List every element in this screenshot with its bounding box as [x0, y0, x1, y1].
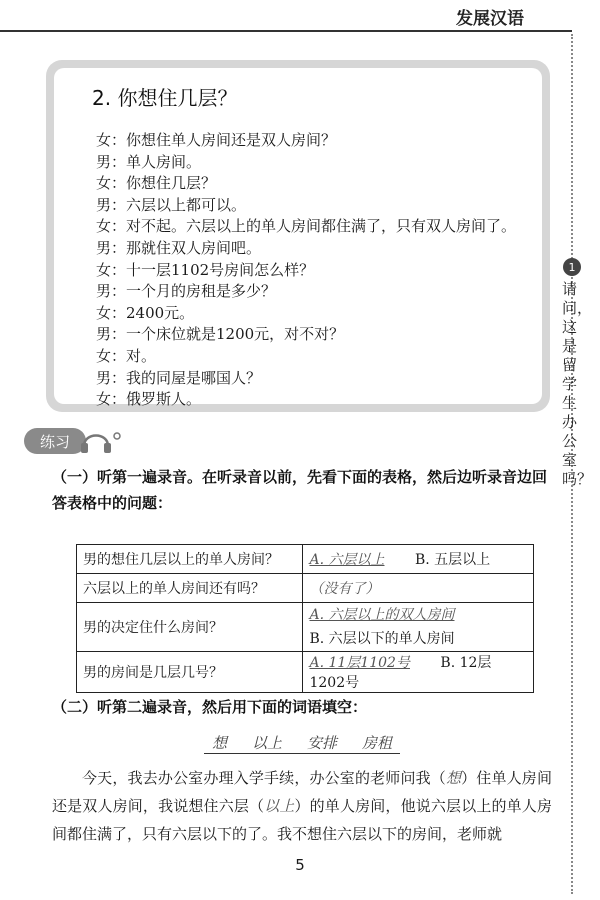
- word-bank: [204, 732, 400, 754]
- answer-option: B. 六层以下的单人房间: [309, 631, 455, 647]
- dialogue-line: 男：六层以上都可以。: [96, 195, 247, 214]
- dialogue-line: 女：2400元。: [96, 303, 195, 322]
- dialogue-line: 女：十一层1102号房间怎么样？: [96, 260, 315, 279]
- answer-option: A. 六层以上的双人房间: [309, 607, 455, 623]
- task-two-instruction: （二）听第二遍录音，然后用下面的词语填空：: [52, 698, 368, 716]
- passage-blank: 以上: [264, 797, 295, 815]
- answer-filled: （没有了）: [309, 581, 380, 597]
- dialogue-line: 女：你想住几层？: [96, 174, 217, 193]
- table-question: 男的决定住什么房间？: [77, 603, 303, 652]
- header-rule: [0, 30, 572, 32]
- word-bank-item: 房租: [361, 734, 392, 752]
- dialogue-panel: [46, 60, 550, 412]
- dialogue-line: 女：对不起。六层以上的单人房间都住满了，只有双人房间了。: [96, 217, 517, 236]
- chapter-number-badge: 1: [563, 258, 581, 276]
- answer-option: A. 11层1102号: [309, 655, 410, 671]
- dialogue-line: 男：我的同屋是哪国人？: [96, 368, 262, 387]
- dialogue-heading: 2. 你想住几层？: [92, 86, 238, 110]
- question-table: [76, 544, 534, 693]
- exercise-tag: [24, 424, 122, 458]
- table-answer: [303, 652, 534, 693]
- answer-option: B. 五层以上: [414, 552, 491, 568]
- passage-blank: 想: [445, 769, 462, 787]
- headphone-icon: [78, 424, 122, 458]
- dialogue-line: 男：一个床位就是1200元，对不对？: [96, 325, 345, 344]
- passage-text: 今天，我去办公室办理入学手续，办公室的老师问我（: [82, 769, 446, 787]
- table-question: 六层以上的单人房间还有吗？: [77, 574, 303, 603]
- dialogue-line: 男：那就住双人房间吧。: [96, 238, 262, 257]
- table-answer: [303, 574, 534, 603]
- table-answer: [303, 545, 534, 574]
- dialogue-line: 女：对。: [96, 346, 157, 365]
- dialogue-line: 女：你想住单人房间还是双人房间？: [96, 131, 337, 149]
- table-row: [77, 652, 534, 693]
- table-answer: [303, 603, 534, 652]
- fill-in-passage: [52, 764, 552, 848]
- dialogue-line: 男：一个月的房租是多少？: [96, 282, 277, 301]
- answer-option: B. 12层1202号: [309, 655, 492, 691]
- dialogue-line: 男：单人房间。: [96, 152, 202, 171]
- passage-text: ）的单人房间，他说六层以上的单人房间都住满了，只有六层以下的了。我不想住六层以下的房间，老师就: [52, 797, 552, 843]
- answer-option: A. 六层以上: [309, 552, 385, 568]
- word-bank-item: 以上: [251, 734, 282, 752]
- chapter-title: 请问，这是留学生办公室吗？: [562, 280, 593, 488]
- word-bank-item: 想: [212, 734, 228, 752]
- dialogue-line: 女：俄罗斯人。: [96, 390, 202, 409]
- table-question: 男的想住几层以上的单人房间？: [77, 545, 303, 574]
- exercise-label: 练习: [24, 428, 86, 454]
- table-row: [77, 574, 534, 603]
- dialogue-lines: [96, 130, 516, 411]
- page-number: 5: [295, 856, 305, 874]
- table-row: [77, 603, 534, 652]
- series-title: 发展汉语: [456, 9, 524, 29]
- word-bank-item: 安排: [306, 734, 337, 752]
- task-one-instruction: （一）听第一遍录音。在听录音以前，先看下面的表格，然后边听录音边回答表格中的问题：: [52, 468, 548, 512]
- table-row: [77, 545, 534, 574]
- table-question: 男的房间是几层几号？: [77, 652, 303, 693]
- passage-text: ）住单人房间还是双人房间，我说想住六层（: [52, 769, 552, 815]
- dialogue-inner: [54, 68, 542, 409]
